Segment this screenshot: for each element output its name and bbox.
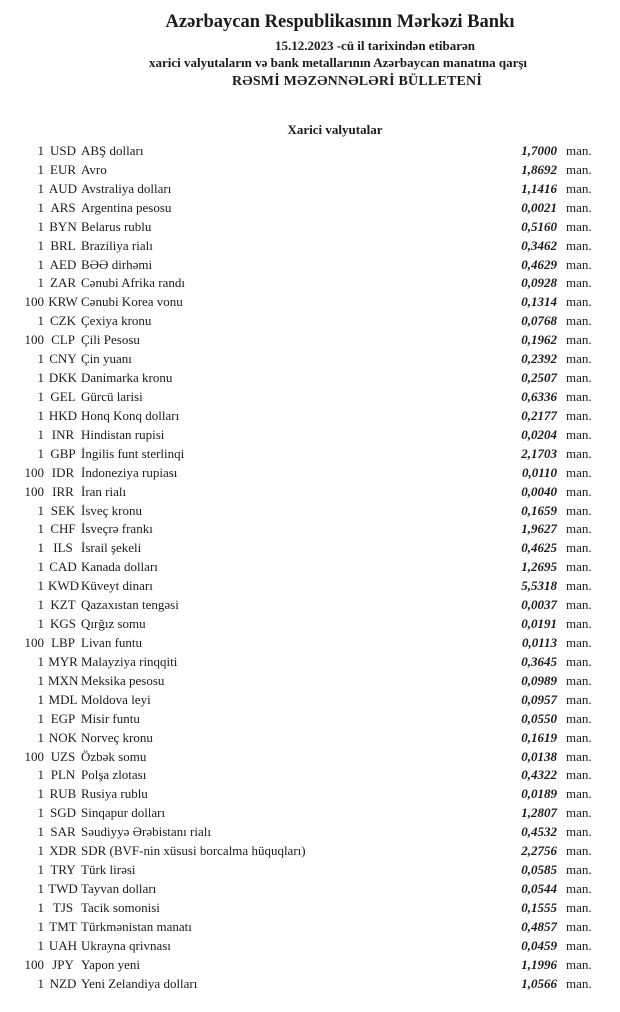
currency-name: Argentina pesosu	[81, 199, 172, 215]
rate-unit-label: man.	[566, 918, 592, 934]
rate-value: 0,0138	[521, 748, 557, 764]
rate-value: 0,3645	[521, 653, 557, 669]
rate-unit-label: man.	[566, 653, 592, 669]
rate-quantity: 1	[37, 161, 44, 177]
rate-unit-label: man.	[566, 880, 592, 896]
rate-quantity: 1	[37, 597, 44, 613]
rate-row	[0, 975, 620, 994]
rate-quantity: 1	[37, 805, 44, 821]
currency-code: CZK	[50, 313, 76, 329]
rate-unit-label: man.	[566, 540, 592, 556]
currency-code: IRR	[52, 483, 74, 499]
currency-name: SDR (BVF-nin xüsusi borcalma hüquqları)	[81, 843, 306, 859]
currency-name: İndoneziya rupiası	[81, 464, 178, 480]
rate-value: 0,0189	[521, 786, 557, 802]
currency-code: SEK	[50, 502, 76, 518]
rate-unit-label: man.	[566, 559, 592, 575]
currency-code: TJS	[52, 899, 74, 915]
rate-value: 0,0037	[521, 597, 557, 613]
rate-value: 0,5160	[521, 218, 557, 234]
currency-name: İngilis funt sterlinqi	[81, 445, 185, 461]
rate-row	[0, 729, 620, 748]
rate-unit-label: man.	[566, 767, 592, 783]
rate-value: 0,2177	[521, 407, 557, 423]
currency-name: İsveçrə frankı	[81, 521, 153, 537]
currency-name: Livan funtu	[81, 634, 143, 650]
currency-code: TWD	[48, 880, 78, 896]
rate-value: 0,0550	[521, 710, 557, 726]
currency-code: IDR	[51, 464, 75, 480]
rate-row	[0, 539, 620, 558]
rate-quantity: 1	[37, 218, 44, 234]
rate-row	[0, 293, 620, 312]
rate-unit-label: man.	[566, 956, 592, 972]
currency-code: AUD	[48, 180, 78, 196]
rate-quantity: 100	[24, 294, 44, 310]
rate-quantity: 1	[37, 521, 44, 537]
rate-quantity: 100	[24, 634, 44, 650]
rate-quantity: 1	[37, 426, 44, 442]
rate-quantity: 1	[37, 559, 44, 575]
currency-code: CLP	[51, 332, 75, 348]
rate-row	[0, 445, 620, 464]
rate-unit-label: man.	[566, 710, 592, 726]
currency-name: ABŞ dolları	[81, 143, 144, 158]
currency-code: CNY	[49, 351, 77, 367]
rate-value: 0,4322	[521, 767, 557, 783]
currency-name: Meksika pesosu	[81, 672, 165, 688]
currency-name: Tacik somonisi	[81, 899, 160, 915]
rate-value: 0,4625	[521, 540, 557, 556]
rate-unit-label: man.	[566, 388, 592, 404]
rate-quantity: 1	[37, 180, 44, 196]
rate-row	[0, 464, 620, 483]
rate-value: 0,1555	[521, 899, 557, 915]
rate-row	[0, 842, 620, 861]
currency-name: Danimarka kronu	[81, 370, 173, 386]
rate-unit-label: man.	[566, 143, 592, 158]
rate-value: 1,8692	[521, 161, 557, 177]
rate-quantity: 1	[37, 578, 44, 594]
rate-value: 1,9627	[521, 521, 557, 537]
rate-row	[0, 331, 620, 350]
rate-row	[0, 748, 620, 767]
currency-code: KZT	[50, 597, 76, 613]
bank-title: Azərbaycan Respublikasının Mərkəzi Bankı	[165, 12, 515, 32]
currency-name: Hindistan rupisi	[81, 426, 165, 442]
currency-name: Avro	[81, 161, 107, 177]
rate-unit-label: man.	[566, 691, 592, 707]
currency-name: Sinqapur dolları	[81, 805, 166, 821]
rate-quantity: 1	[37, 918, 44, 934]
rate-value: 0,4532	[521, 824, 557, 840]
currency-code: EGP	[50, 710, 76, 726]
rate-row	[0, 861, 620, 880]
rate-row	[0, 785, 620, 804]
rate-quantity: 1	[37, 502, 44, 518]
rate-unit-label: man.	[566, 275, 592, 291]
currency-code: NOK	[48, 729, 78, 745]
rate-row	[0, 634, 620, 653]
currency-name: Səudiyyə Ərəbistanı rialı	[81, 824, 211, 840]
rate-unit-label: man.	[566, 937, 592, 953]
rate-row	[0, 483, 620, 502]
currency-code: GEL	[50, 388, 76, 404]
currency-name: Avstraliya dolları	[81, 180, 172, 196]
rate-quantity: 1	[37, 937, 44, 953]
rate-value: 0,0021	[521, 199, 557, 215]
rate-row	[0, 691, 620, 710]
currency-name: Cənubi Korea vonu	[81, 294, 183, 310]
currency-code: AED	[49, 256, 77, 272]
currency-name: Malayziya rinqqiti	[81, 653, 178, 669]
rate-row	[0, 218, 620, 237]
currency-code: MDL	[48, 691, 78, 707]
rate-quantity: 1	[37, 445, 44, 461]
rate-row	[0, 350, 620, 369]
rate-value: 1,2807	[521, 805, 557, 821]
rate-value: 0,1314	[521, 294, 557, 310]
currency-code: BRL	[50, 237, 76, 253]
currency-code: ILS	[53, 540, 73, 556]
rate-value: 0,4629	[521, 256, 557, 272]
rate-unit-label: man.	[566, 729, 592, 745]
rate-quantity: 1	[37, 407, 44, 423]
currency-code: CAD	[49, 559, 77, 575]
currency-code: PLN	[50, 767, 76, 783]
currency-name: Çin yuanı	[81, 351, 132, 367]
currency-code: ARS	[50, 199, 76, 215]
rate-row	[0, 672, 620, 691]
currency-name: BƏƏ dirhəmi	[81, 256, 153, 272]
currency-name: Moldova leyi	[81, 691, 151, 707]
rate-quantity: 1	[37, 767, 44, 783]
rate-unit-label: man.	[566, 502, 592, 518]
rate-value: 2,2756	[521, 843, 557, 859]
rate-value: 0,0989	[521, 672, 557, 688]
currency-code: KGS	[49, 616, 76, 632]
currency-name: İsrail şekeli	[81, 540, 142, 556]
rate-value: 0,6336	[521, 388, 557, 404]
rate-quantity: 1	[37, 199, 44, 215]
rate-quantity: 1	[37, 313, 44, 329]
rate-value: 0,3462	[521, 237, 557, 253]
currency-name: Norveç kronu	[81, 729, 153, 745]
rate-unit-label: man.	[566, 748, 592, 764]
rates-table	[0, 142, 620, 993]
rate-value: 1,0566	[521, 975, 557, 991]
currency-code: CHF	[50, 521, 76, 537]
rate-quantity: 100	[24, 483, 44, 499]
rate-quantity: 1	[37, 370, 44, 386]
rate-quantity: 1	[37, 616, 44, 632]
currency-code: EUR	[50, 161, 76, 177]
rate-unit-label: man.	[566, 351, 592, 367]
rate-row	[0, 653, 620, 672]
currency-code: LBP	[51, 634, 75, 650]
rate-row	[0, 161, 620, 180]
rate-unit-label: man.	[566, 824, 592, 840]
currency-code: UAH	[48, 937, 78, 953]
rate-quantity: 1	[37, 729, 44, 745]
rate-row	[0, 615, 620, 634]
rate-value: 0,0040	[521, 483, 557, 499]
rate-value: 2,1703	[521, 445, 557, 461]
currency-code: BYN	[49, 218, 77, 234]
rate-quantity: 1	[37, 351, 44, 367]
currency-code: ZAR	[50, 275, 76, 291]
currency-name: Qazaxıstan tengəsi	[81, 597, 179, 613]
rate-quantity: 1	[37, 388, 44, 404]
effective-date-line: 15.12.2023 -cü il tarixindən etibarən	[274, 38, 476, 53]
currency-code: MYR	[48, 653, 78, 669]
rate-value: 0,4857	[521, 918, 557, 934]
currency-code: HKD	[48, 407, 78, 423]
rate-unit-label: man.	[566, 521, 592, 537]
rate-unit-label: man.	[566, 199, 592, 215]
rate-value: 0,0957	[521, 691, 557, 707]
currency-code: XDR	[49, 843, 77, 859]
currency-code: JPY	[52, 956, 74, 972]
currency-name: İran rialı	[81, 483, 127, 499]
rate-row	[0, 388, 620, 407]
currency-name: Tayvan dolları	[81, 880, 157, 896]
currency-code: NZD	[49, 975, 77, 991]
currency-code: UZS	[50, 748, 76, 764]
rate-row	[0, 596, 620, 615]
rate-unit-label: man.	[566, 426, 592, 442]
currency-code: TRY	[50, 862, 76, 878]
currency-name: Belarus rublu	[81, 218, 152, 234]
bulletin-title: RƏSMİ MƏZƏNNƏLƏRİ BÜLLETENİ	[231, 74, 483, 89]
currency-code: RUB	[49, 786, 77, 802]
rate-value: 0,2392	[521, 351, 557, 367]
rate-quantity: 1	[37, 143, 44, 158]
rate-quantity: 1	[37, 237, 44, 253]
rate-unit-label: man.	[566, 483, 592, 499]
currency-code: TMT	[49, 918, 77, 934]
currency-code: SAR	[50, 824, 76, 840]
rate-value: 0,0113	[521, 634, 557, 650]
currency-name: Türk lirəsi	[81, 862, 136, 878]
rate-quantity: 100	[24, 464, 44, 480]
rate-quantity: 100	[24, 332, 44, 348]
rate-row	[0, 899, 620, 918]
rate-unit-label: man.	[566, 899, 592, 915]
rate-row	[0, 312, 620, 331]
rate-value: 0,1659	[521, 502, 557, 518]
currency-name: Özbək somu	[81, 748, 147, 764]
currency-name: Cənubi Afrika randı	[81, 275, 185, 291]
rate-unit-label: man.	[566, 597, 592, 613]
rate-unit-label: man.	[566, 180, 592, 196]
rate-quantity: 1	[37, 975, 44, 991]
rate-unit-label: man.	[566, 445, 592, 461]
rate-quantity: 1	[37, 275, 44, 291]
rate-unit-label: man.	[566, 464, 592, 480]
currency-code: SGD	[49, 805, 76, 821]
rate-row	[0, 274, 620, 293]
rate-row	[0, 256, 620, 275]
currency-name: Yapon yeni	[81, 956, 140, 972]
currency-code: DKK	[48, 370, 78, 386]
currency-name: Çili Pesosu	[81, 332, 140, 348]
currency-name: Kanada dolları	[81, 559, 158, 575]
rate-value: 0,0768	[521, 313, 557, 329]
rate-row	[0, 956, 620, 975]
currency-name: Misir funtu	[81, 710, 140, 726]
rate-value: 1,1416	[521, 180, 557, 196]
rate-row	[0, 577, 620, 596]
currency-name: Yeni Zelandiya dolları	[81, 975, 198, 991]
rate-value: 1,7000	[521, 143, 557, 158]
rate-unit-label: man.	[566, 218, 592, 234]
rate-unit-label: man.	[566, 672, 592, 688]
rate-quantity: 1	[37, 672, 44, 688]
rate-row	[0, 407, 620, 426]
currency-name: Gürcü larisi	[81, 388, 143, 404]
rate-quantity: 1	[37, 653, 44, 669]
currency-name: İsveç kronu	[81, 502, 143, 518]
rate-quantity: 1	[37, 880, 44, 896]
rate-value: 0,0585	[521, 862, 557, 878]
rate-value: 1,2695	[521, 559, 557, 575]
rate-unit-label: man.	[566, 256, 592, 272]
currency-code: KRW	[48, 294, 78, 310]
currency-code: MXN	[48, 672, 79, 688]
rate-unit-label: man.	[566, 616, 592, 632]
rate-row	[0, 237, 620, 256]
currency-code: GBP	[50, 445, 76, 461]
rate-value: 0,0459	[521, 937, 557, 953]
section-title-foreign-currencies: Xarici valyutalar	[287, 122, 383, 137]
rate-quantity: 1	[37, 256, 44, 272]
rate-unit-label: man.	[566, 578, 592, 594]
rate-quantity: 1	[37, 899, 44, 915]
rate-unit-label: man.	[566, 975, 592, 991]
rate-row	[0, 502, 620, 521]
rate-unit-label: man.	[566, 634, 592, 650]
rate-unit-label: man.	[566, 786, 592, 802]
bulletin-subtitle: xarici valyutaların və bank metallarının Azərbaycan manatına qarşı	[148, 55, 528, 70]
rate-row	[0, 766, 620, 785]
rate-row	[0, 558, 620, 577]
currency-code: KWD	[48, 578, 80, 594]
currency-code: USD	[49, 143, 76, 158]
rate-unit-label: man.	[566, 843, 592, 859]
rate-unit-label: man.	[566, 161, 592, 177]
currency-name: Polşa zlotası	[81, 767, 147, 783]
rate-quantity: 1	[37, 710, 44, 726]
rate-value: 0,1619	[521, 729, 557, 745]
currency-name: Rusiya rublu	[81, 786, 148, 802]
rate-unit-label: man.	[566, 407, 592, 423]
rate-row	[0, 918, 620, 937]
currency-name: Braziliya rialı	[81, 237, 153, 253]
rate-row	[0, 426, 620, 445]
rate-unit-label: man.	[566, 294, 592, 310]
rate-row	[0, 804, 620, 823]
rate-quantity: 1	[37, 843, 44, 859]
rate-quantity: 100	[24, 956, 44, 972]
rate-value: 0,0191	[521, 616, 557, 632]
rate-quantity: 1	[37, 824, 44, 840]
rate-value: 0,2507	[521, 370, 557, 386]
rate-unit-label: man.	[566, 862, 592, 878]
currency-name: Türkmənistan manatı	[81, 918, 192, 934]
rate-row	[0, 937, 620, 956]
rate-unit-label: man.	[566, 313, 592, 329]
rate-row	[0, 823, 620, 842]
rate-value: 0,0110	[521, 464, 557, 480]
currency-name: Ukrayna qrivnası	[81, 937, 171, 953]
rate-quantity: 1	[37, 540, 44, 556]
rate-value: 5,5318	[521, 578, 557, 594]
currency-name: Qırğız somu	[81, 616, 146, 632]
currency-name: Honq Konq dolları	[81, 407, 180, 423]
rate-unit-label: man.	[566, 805, 592, 821]
rate-unit-label: man.	[566, 237, 592, 253]
rate-value: 0,1962	[521, 332, 557, 348]
rate-unit-label: man.	[566, 370, 592, 386]
rate-quantity: 1	[37, 862, 44, 878]
rate-row	[0, 520, 620, 539]
rate-value: 0,0544	[521, 880, 557, 896]
rate-quantity: 100	[24, 748, 44, 764]
rate-unit-label: man.	[566, 332, 592, 348]
rate-row	[0, 369, 620, 388]
rate-value: 0,0928	[521, 275, 557, 291]
currency-name: Çexiya kronu	[81, 313, 152, 329]
rate-row	[0, 180, 620, 199]
rate-row	[0, 710, 620, 729]
rate-value: 1,1996	[521, 956, 557, 972]
rate-row	[0, 880, 620, 899]
rate-quantity: 1	[37, 786, 44, 802]
currency-name: Küveyt dinarı	[81, 578, 153, 594]
rate-quantity: 1	[37, 691, 44, 707]
rate-row	[0, 199, 620, 218]
rate-value: 0,0204	[521, 426, 557, 442]
currency-code: INR	[51, 426, 75, 442]
rate-row	[0, 142, 620, 161]
